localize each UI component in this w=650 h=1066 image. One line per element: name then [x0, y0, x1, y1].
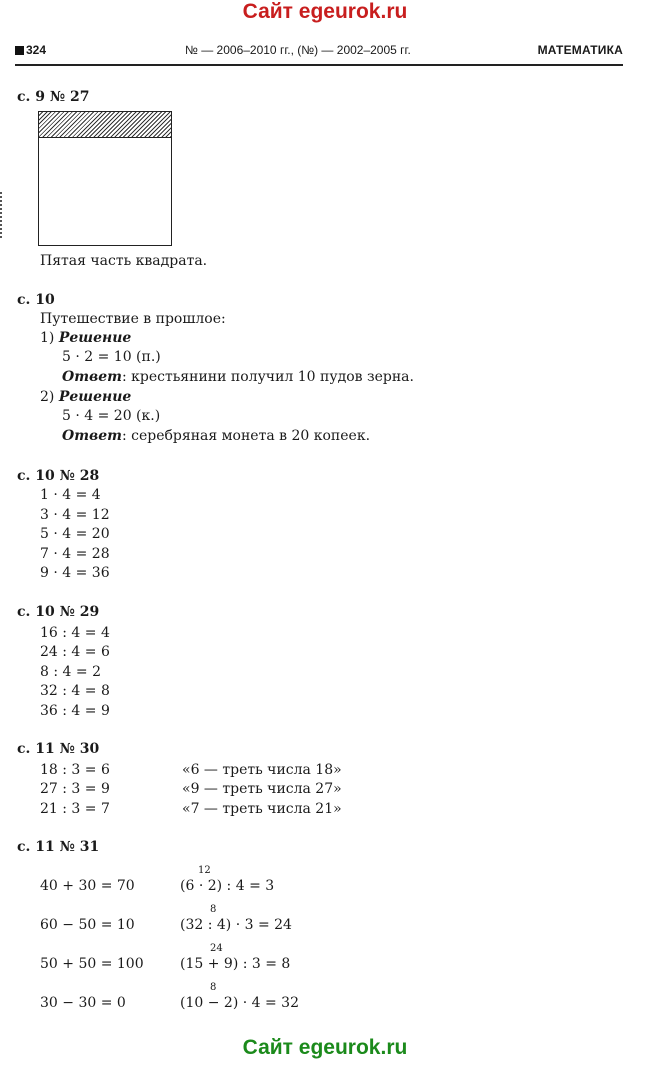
task-31-left-expression: 50 + 50 = 100: [40, 956, 144, 972]
task-28-line: 7 · 4 = 28: [40, 546, 110, 562]
part-1-equation: 5 · 2 = 10 (п.): [62, 349, 161, 365]
square-marker-icon: [15, 46, 24, 55]
task-28-line: 3 · 4 = 12: [40, 507, 110, 523]
subject-title: МАТЕМАТИКА: [537, 43, 623, 57]
part-2-answer-text: : серебряная монета в 20 копеек.: [121, 428, 371, 444]
square-figure: [38, 111, 172, 246]
intermediate-result: 24: [210, 943, 223, 954]
part-1-answer-label: Ответ: [62, 369, 122, 385]
margin-mark: [0, 192, 6, 238]
site-banner-bottom: Сайт egeurok.ru: [242, 1036, 408, 1059]
part-2-number: 2): [40, 389, 55, 405]
task-31-heading: с. 11 № 31: [17, 839, 100, 855]
task-29-line: 24 : 4 = 6: [40, 644, 110, 660]
task-30-heading: с. 11 № 30: [17, 741, 100, 757]
header-divider: [15, 64, 623, 66]
part-1-answer: [62, 368, 414, 386]
task-31-right-expression: (10 − 2) · 4 = 32: [180, 995, 299, 1011]
task-31-right-expression: (15 + 9) : 3 = 8: [180, 956, 291, 972]
travel-intro: Путешествие в прошлое:: [40, 311, 226, 327]
task-29-line: 16 : 4 = 4: [40, 625, 110, 641]
task-30-equation: 21 : 3 = 7: [40, 801, 110, 817]
part-2-equation: 5 · 4 = 20 (к.): [62, 408, 161, 424]
site-banner-top: Сайт egeurok.ru: [242, 0, 408, 23]
edition-note: № — 2006–2010 гг., (№) — 2002–2005 гг.: [185, 43, 411, 57]
task-30-note: «9 — треть числа 27»: [182, 781, 342, 797]
part-1-answer-text: : крестьянини получил 10 пудов зерна.: [121, 369, 414, 385]
part-2-answer-label: Ответ: [62, 428, 122, 444]
page-header: [15, 40, 623, 62]
intermediate-result: 12: [198, 865, 211, 876]
page-number: [15, 43, 46, 57]
task-31-right-expression: (32 : 4) · 3 = 24: [180, 917, 292, 933]
task-28-heading: с. 10 № 28: [17, 468, 100, 484]
intermediate-result: 8: [210, 982, 217, 993]
task-30-equation: 27 : 3 = 9: [40, 781, 110, 797]
task-30-note: «6 — треть числа 18»: [182, 762, 342, 778]
task-30-equation: 18 : 3 = 6: [40, 762, 110, 778]
task-28-line: 1 · 4 = 4: [40, 487, 101, 503]
part-2-label: [40, 388, 131, 406]
part-1-solution-word: Решение: [58, 330, 132, 346]
task-31-right-expression: (6 · 2) : 4 = 3: [180, 878, 275, 894]
task-31-left-expression: 30 − 30 = 0: [40, 995, 126, 1011]
task-27-heading: с. 9 № 27: [17, 89, 90, 105]
task-28-line: 9 · 4 = 36: [40, 565, 110, 581]
hatched-fifth: [39, 112, 171, 138]
task-29-line: 8 : 4 = 2: [40, 664, 101, 680]
task-30-note: «7 — треть числа 21»: [182, 801, 342, 817]
part-1-label: [40, 329, 131, 347]
part-2-solution-word: Решение: [58, 389, 132, 405]
task-28-line: 5 · 4 = 20: [40, 526, 110, 542]
task-29-line: 32 : 4 = 8: [40, 683, 110, 699]
part-1-number: 1): [40, 330, 55, 346]
task-29-heading: с. 10 № 29: [17, 604, 100, 620]
task-29-line: 36 : 4 = 9: [40, 703, 110, 719]
task-31-left-expression: 40 + 30 = 70: [40, 878, 135, 894]
page-number-text: 324: [26, 43, 47, 57]
page-10-heading: с. 10: [17, 292, 55, 308]
task-27-caption: Пятая часть квадрата.: [40, 253, 208, 269]
intermediate-result: 8: [210, 904, 217, 915]
task-31-left-expression: 60 − 50 = 10: [40, 917, 135, 933]
part-2-answer: [62, 427, 370, 445]
